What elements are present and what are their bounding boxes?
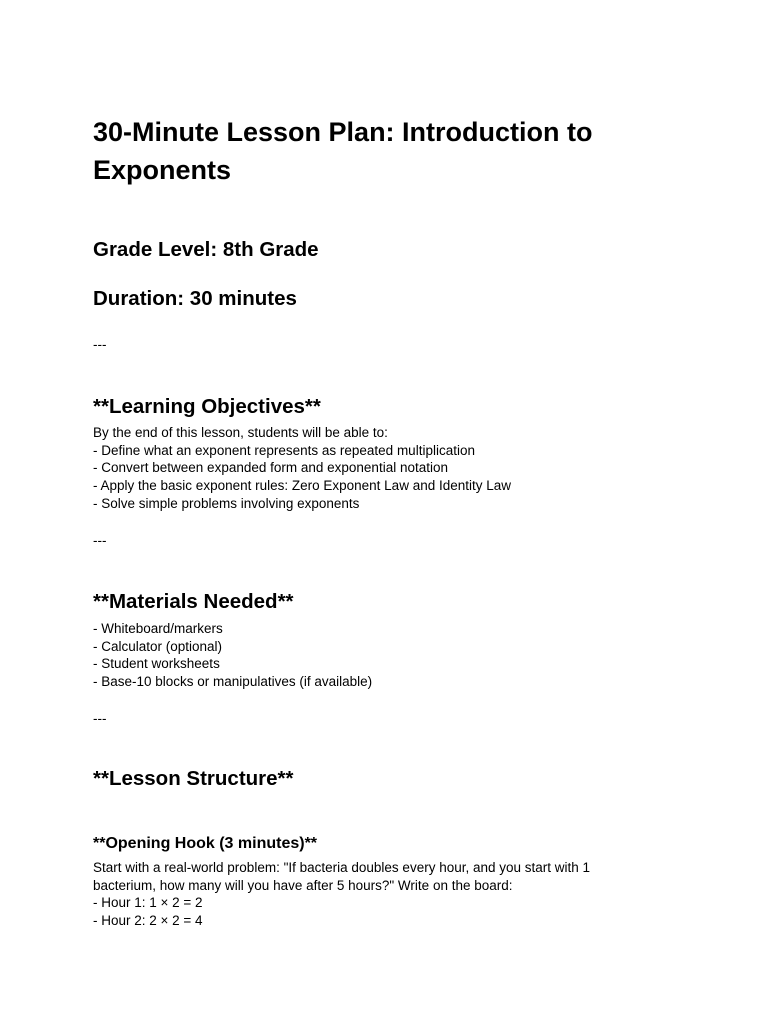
learning-objectives-list [93,424,653,513]
opening-hook-line: bacterium, how many will you have after 5 hours?" Write on the board: [93,877,513,893]
opening-hook-heading: **Opening Hook (3 minutes)** [93,835,318,852]
learning-objectives-line: By the end of this lesson, students will be able to: [93,425,388,440]
duration-heading: Duration: 30 minutes [93,287,297,310]
separator-3: --- [93,711,107,726]
lesson-structure-heading: **Lesson Structure** [93,767,294,790]
opening-hook-line: - Hour 2: 2 × 2 = 4 [93,913,203,929]
page-title: 30-Minute Lesson Plan: Introduction to Exponents [93,117,593,185]
learning-objectives-line: - Apply the basic exponent rules: Zero Exponent Law and Identity Law [93,478,512,494]
opening-hook-line: Start with a real-world problem: "If bacteria doubles every hour, and you start with 1 [93,860,591,875]
separator-2: --- [93,533,107,548]
grade-level-heading: Grade Level: 8th Grade [93,238,319,261]
learning-objectives-line: - Convert between expanded form and exponential notation [93,460,448,476]
learning-objectives-line: - Solve simple problems involving exponents [93,495,360,511]
materials-heading: **Materials Needed** [93,590,294,613]
learning-objectives-line: - Define what an exponent represents as repeated multiplication [93,442,475,458]
opening-hook-line: - Hour 1: 1 × 2 = 2 [93,895,203,911]
materials-list [93,620,653,691]
separator-1: --- [93,337,107,352]
opening-hook-text [93,859,653,930]
materials-line: - Calculator (optional) [93,638,223,654]
materials-line: - Whiteboard/markers [93,621,223,636]
learning-objectives-heading: **Learning Objectives** [93,395,321,418]
materials-line: - Base-10 blocks or manipulatives (if available) [93,674,373,690]
materials-line: - Student worksheets [93,656,220,672]
